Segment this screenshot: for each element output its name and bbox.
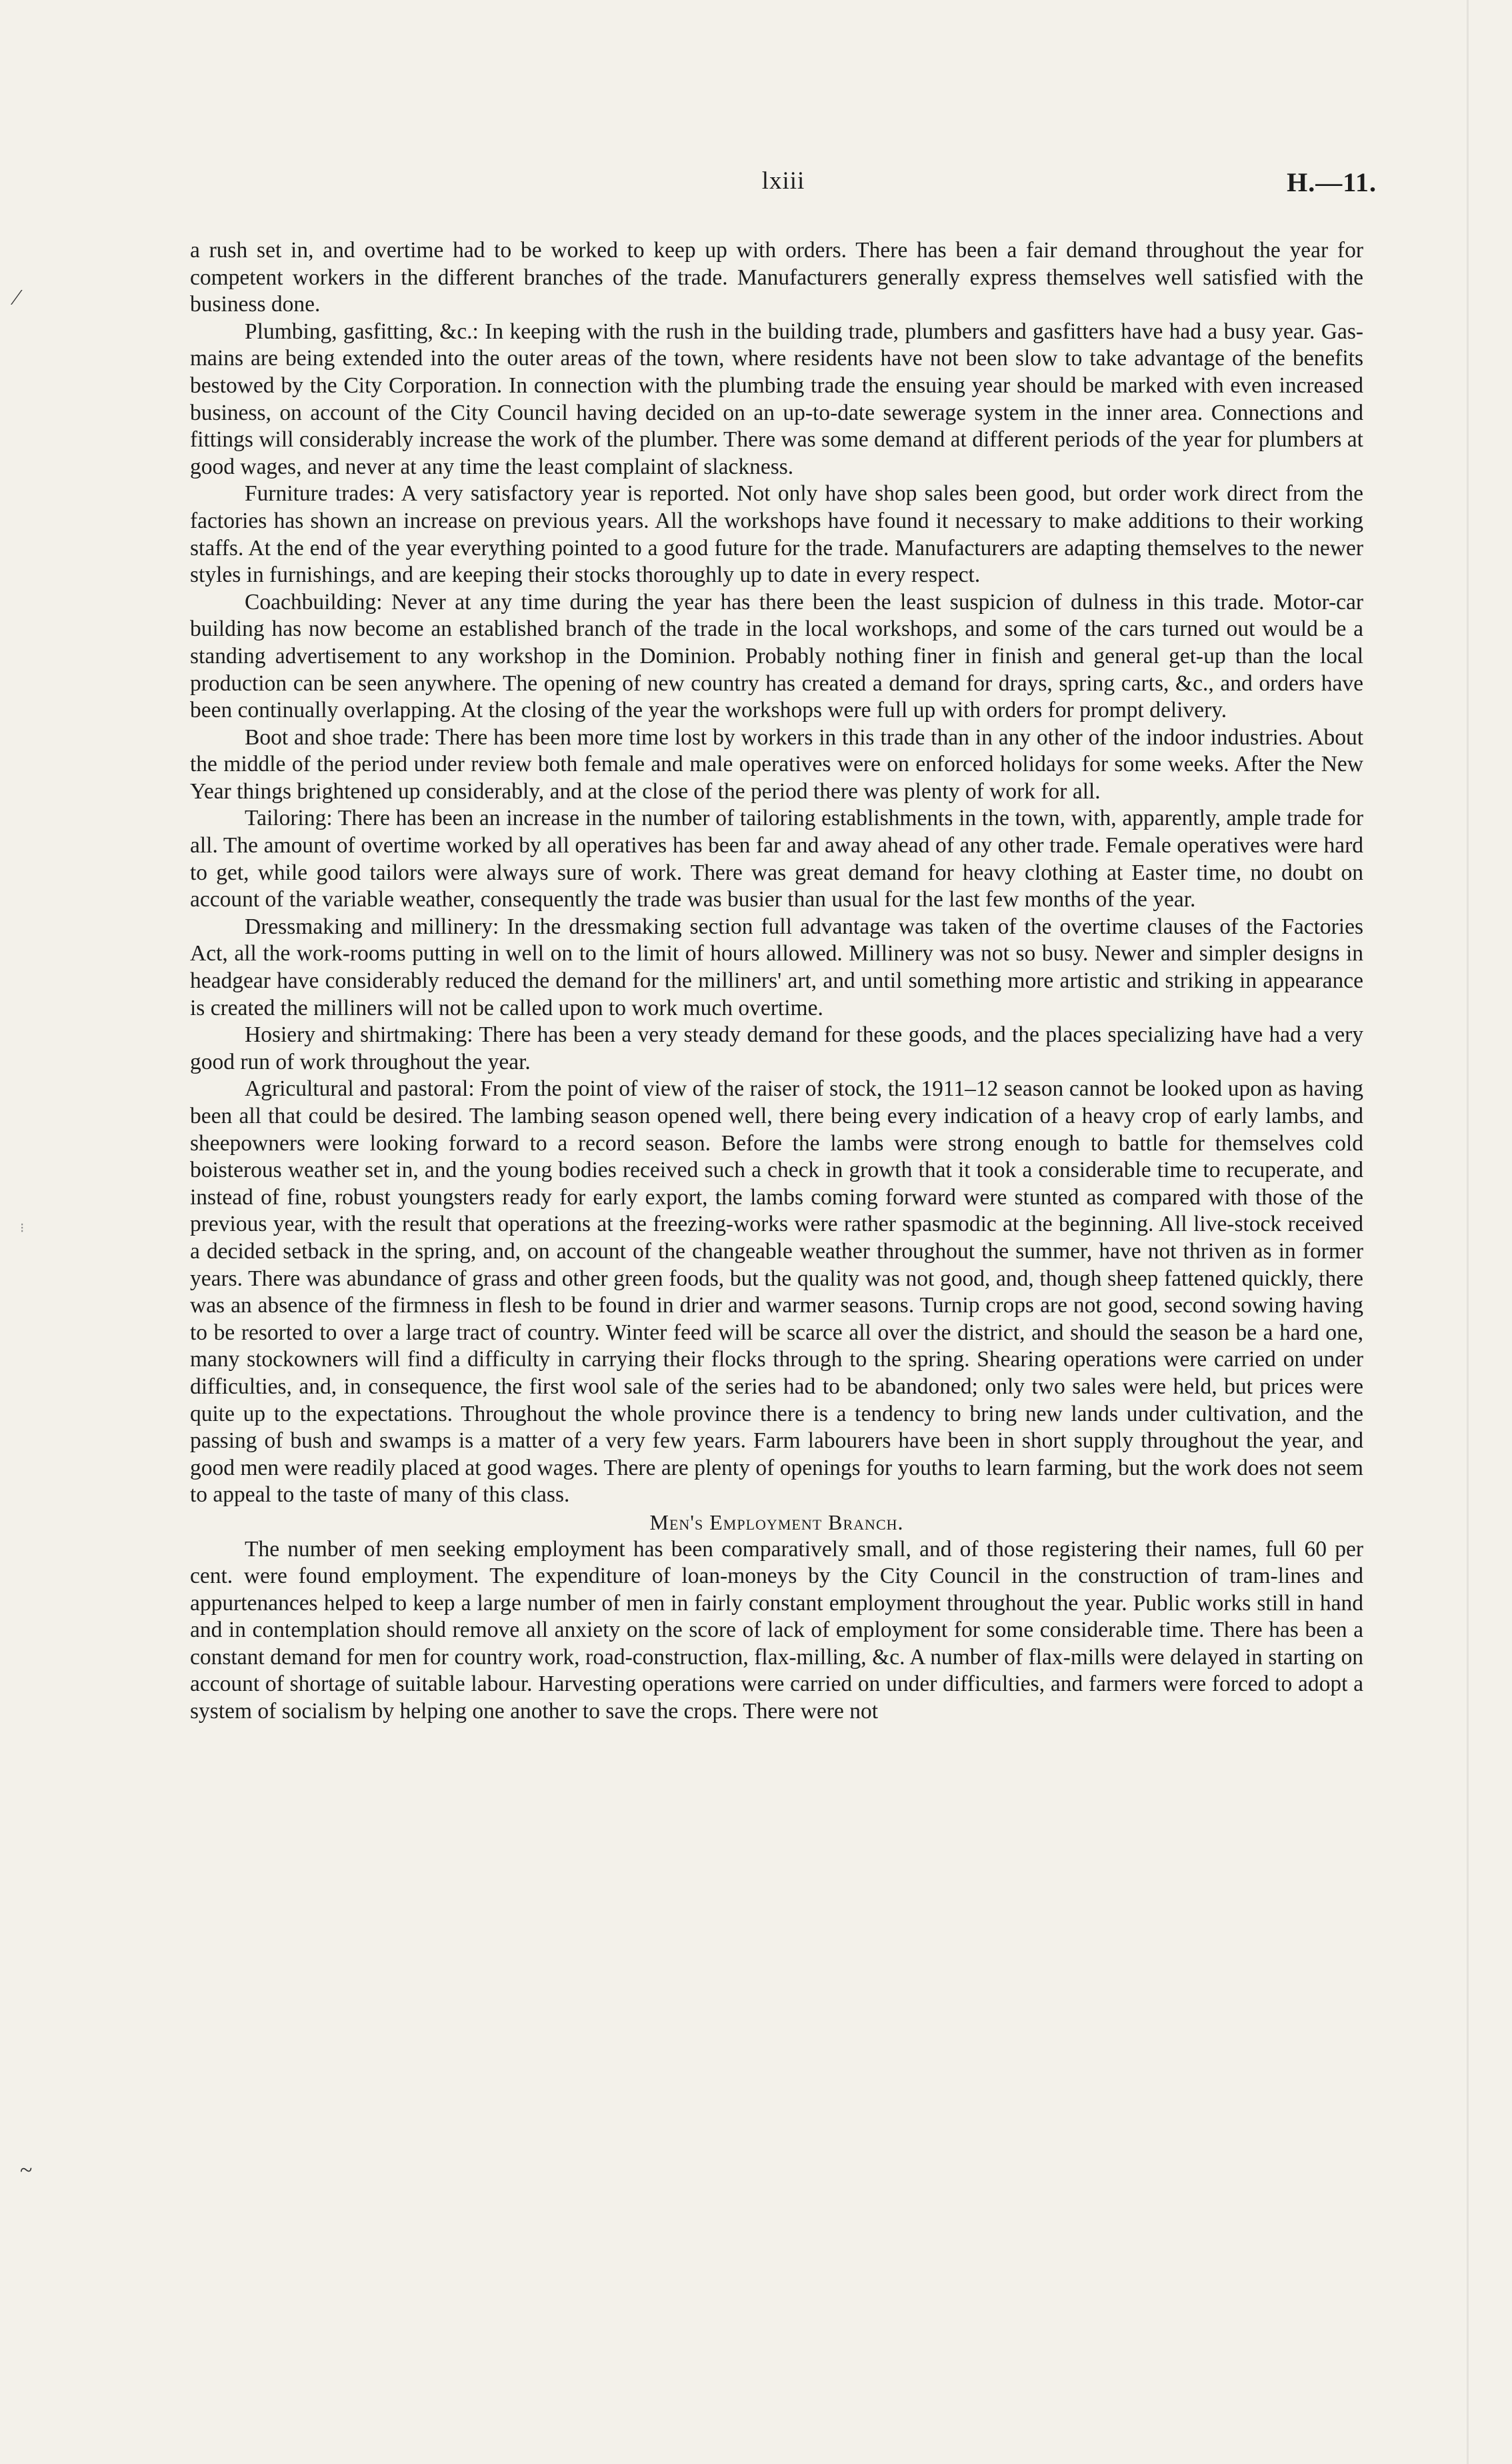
paragraph-text: A very satisfactory year is reported. Not only have shop sales been good, but order work direct from the factories has shown an increase on previous years. All the workshops have found it necessary to make additions to their working staffs. At the end of the year everything pointed to a good future for the trade. Manufacturers are adapting themselves to the newer styles in furnishings, and are keeping their stocks thoroughly up to date in every respect. [190, 481, 1363, 588]
paragraph-lead: Tailoring: [245, 806, 333, 831]
paragraph-text: There has been an increase in the number of tailoring establishments in the town, with, apparently, ample trade for all. The amount of overtime worked by all operatives has been far and away ahead of any other trade. Female operatives were hard to get, while good tailors were always sure of work. There was great demand for heavy clothing at Easter time, no doubt on account of the variable weather, consequently the trade was busier than usual for the last few months of the year. [190, 806, 1363, 912]
paragraph-text: There has been more time lost by workers in this trade than in any other of the indoor industries. About the middle of the period under review both female and male operatives were on enforced holidays for some weeks. After the New Year things brightened up considerably, and at the close of the period there was plenty of work for all. [190, 724, 1364, 804]
paragraph-text: The number of men seeking employment has been comparatively small, and of those registering their names, full 60 per cent. were found employment. The expenditure of loan-moneys by the City Council in the construction of tram-lines and appurtenances helped to keep a large number of men in fairly constant employment throughout the year. Public works still in hand and in contemplation should remove all anxiety on the score of lack of employment for some considerable time. There has been a constant demand for men for country work, road-construction, flax-milling, &c. A number of flax-mills were delayed in starting on account of shortage of suitable labour. Harvesting operations were carried on under difficulties, and farmers were forced to adopt a system of socialism by helping one another to save the crops. There were not [190, 1536, 1363, 1724]
paragraph-lead: Coachbuilding: [245, 589, 383, 615]
paragraph-lead: Hosiery and shirtmaking: [245, 1022, 473, 1048]
paragraph-lead: Dressmaking and millinery: [245, 914, 499, 939]
document-reference: H.—11. [1287, 167, 1377, 197]
paragraph-text: There has been a very steady demand for these goods, and the places specializing have had a very good run of work throughout the year. [190, 1022, 1363, 1074]
body-text [190, 237, 1363, 1726]
scan-edge [1467, 0, 1469, 2464]
paragraph-hosiery [190, 1022, 1363, 1076]
paragraph-text: Never at any time during the year has there been the least suspicion of dulness in this trade. Motor-car building has now become an established branch of the trade in the local workshops, and some of the cars turned out would be a standing advertisement to any workshop in the Dominion. Probably nothing finer in finish and general get-up than the local production can be seen anywhere. The opening of new country has created a demand for drays, spring carts, &c., and orders have been continually overlapping. At the closing of the year the workshops were full up with orders for prompt delivery. [190, 589, 1364, 723]
margin-mark: ⁝ [20, 1221, 25, 1236]
page-number: lxiii [761, 167, 805, 195]
paragraph-plumbing [190, 319, 1363, 481]
margin-mark: ~ [20, 2158, 33, 2183]
paragraph-text: From the point of view of the raiser of stock, the 1911–12 season cannot be looked upon as having been all that could be desired. The lambing season opened well, there being every indication of a heavy crop of early lambs, and sheepowners were looking forward to a record season. Before the lambs were strong enough to battle for themselves cold boisterous weather set in, and the young bodies received such a check in growth that it took a considerable time to recuperate, and instead of fine, robust youngsters ready for early export, the lambs coming forward were stunted as compared with those of the previous year, with the result that operations at the freezing-works were rather spasmodic at the beginning. All live-stock received a decided setback in the spring, and, on account of the changeable weather throughout the summer, have not thriven as in former years. There was abundance of grass and other green foods, but the quality was not good, and, though sheep fattened quickly, there was an absence of the firmness in flesh to be found in drier and warmer seasons. Turnip crops are not good, second sowing having to be resorted to over a large tract of country. Winter feed will be scarce all over the district, and should the season be a hard one, many stockowners will find a difficulty in carrying their flocks through to the spring. Shearing operations were carried on under difficulties, and, in consequence, the first wool sale of the series had to be abandoned; only two sales were held, but prices were quite up to the expectations. Throughout the whole province there is a tendency to bring new lands under cultivation, and the passing of bush and swamps is a matter of a very few years. Farm labourers have been in short supply throughout the year, and good men were readily placed at good wages. There are plenty of openings for youths to learn farming, but the work does not seem to appeal to the taste of many of this class. [190, 1076, 1364, 1508]
paragraph-boot-and-shoe [190, 724, 1363, 806]
paragraph-tailoring [190, 805, 1363, 913]
paragraph-dressmaking [190, 914, 1363, 1022]
paragraph-lead: Agricultural and pastoral: [245, 1076, 475, 1102]
page-header [190, 167, 1377, 207]
paragraph-lead: Furniture trades: [245, 481, 395, 507]
paragraph-lead: Boot and shoe trade: [245, 724, 430, 750]
margin-mark: ⁄ [15, 285, 19, 310]
paragraph-furniture [190, 481, 1363, 589]
section-heading: Men's Employment Branch. [649, 1510, 904, 1534]
paragraph-agricultural [190, 1076, 1363, 1509]
paragraph-text: In the dressmaking section full advantage was taken of the overtime clauses of the Factories Act, all the work-rooms putting in well on to the limit of hours allowed. Millinery was not so busy. Newer and simpler designs in headgear have considerably reduced the demand for the milliners' art, and until something more artistic and striking in appearance is created the milliners will not be called upon to work much overtime. [190, 914, 1364, 1020]
paragraph-text: In keeping with the rush in the building trade, plumbers and gasfitters have had a busy year. Gas-mains are being extended into the outer areas of the town, where residents have not been slow to take advantage of the benefits bestowed by the City Corporation. In connection with the plumbing trade the ensuing year should be marked with even increased business, on account of the City Council having decided on an up-to-date sewerage system in the inner area. Connections and fittings will considerably increase the work of the plumber. There was some demand at different periods of the year for plumbers at good wages, and never at any time the least complaint of slackness. [190, 319, 1364, 479]
paragraph-text: a rush set in, and overtime had to be worked to keep up with orders. There has been a fair demand throughout the year for competent workers in the different branches of the trade. Manufacturers generally express themselves well satisfied with the business done. [190, 238, 1363, 317]
paragraph-mens-employment [190, 1536, 1363, 1726]
paragraph-lead: Plumbing, gasfitting, &c.: [245, 319, 479, 344]
paragraph-continued [190, 237, 1363, 319]
paragraph-coachbuilding [190, 589, 1363, 724]
